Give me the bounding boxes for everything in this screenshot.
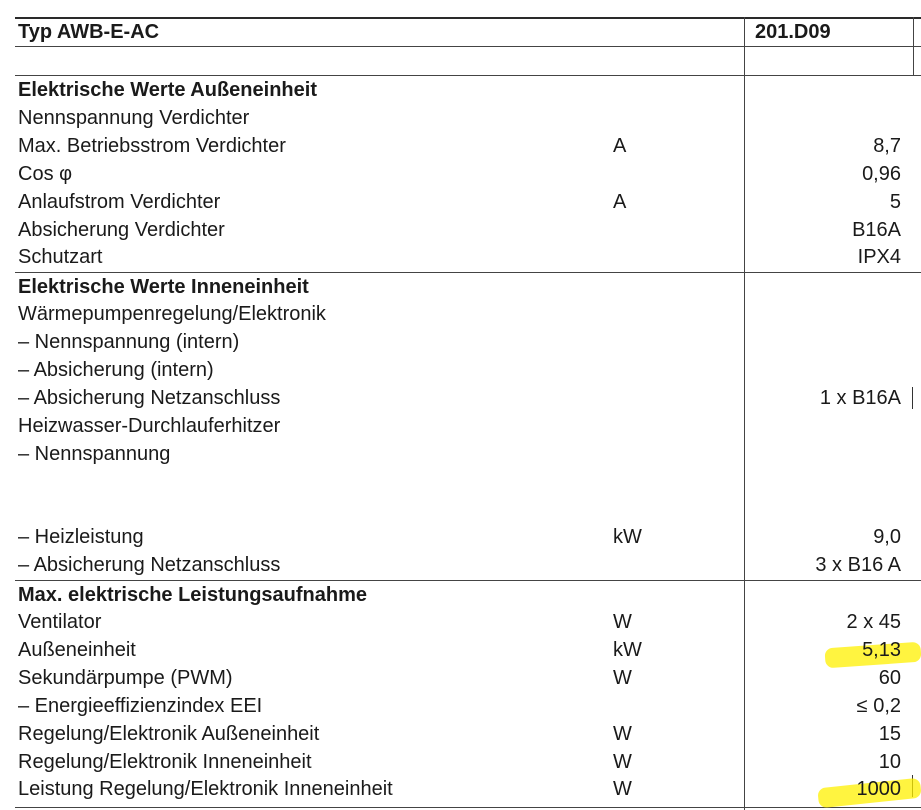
row-label: Sekundärpumpe (PWM): [18, 667, 233, 689]
row-label: – Heizleistung: [18, 526, 144, 548]
row-unit: W: [613, 667, 632, 689]
table-bottom-rule: [15, 807, 921, 808]
row-value: 15: [878, 723, 901, 745]
model-number: 201.D09: [755, 21, 831, 43]
row-label: Anlaufstrom Verdichter: [18, 191, 221, 213]
cell-edge-tick: [912, 387, 913, 409]
section-title-power: Max. elektrische Leistungsaufnahme: [18, 584, 368, 606]
row-label: Heizwasser-Durchlauferhitzer: [18, 415, 281, 437]
row-value-highlighted: 1000: [856, 778, 901, 800]
section-title-indoor: Elektrische Werte Inneneinheit: [18, 276, 309, 298]
row-label: Schutzart: [18, 246, 103, 268]
row-unit: W: [613, 723, 632, 745]
row-value: 2 x 45: [846, 611, 901, 633]
row-label: – Nennspannung: [18, 443, 171, 465]
row-label: Regelung/Elektronik Außeneinheit: [18, 723, 320, 745]
row-unit: A: [613, 191, 627, 213]
row-unit: kW: [613, 639, 642, 661]
right-edge-divider: [913, 17, 914, 75]
row-unit: W: [613, 778, 632, 800]
row-unit: A: [613, 135, 627, 157]
row-unit: W: [613, 611, 632, 633]
row-label: Leistung Regelung/Elektronik Inneneinheit: [18, 778, 393, 800]
row-label: – Energieeffizienzindex EEI: [18, 695, 263, 717]
row-label: Nennspannung Verdichter: [18, 107, 250, 129]
row-value: 8,7: [873, 135, 901, 157]
row-label: Cos φ: [18, 163, 73, 185]
row-label: – Absicherung (intern): [18, 359, 214, 381]
row-label: – Absicherung Netzanschluss: [18, 387, 281, 409]
row-value-highlighted: 5,13: [862, 639, 901, 661]
row-unit: W: [613, 751, 632, 773]
row-value: 60: [878, 667, 901, 689]
row-label: Regelung/Elektronik Inneneinheit: [18, 751, 312, 773]
header-bottom-rule: [15, 46, 921, 47]
row-value: 5: [889, 191, 901, 213]
row-value: 9,0: [873, 526, 901, 548]
value-column-divider: [744, 17, 745, 810]
row-value: IPX4: [857, 246, 901, 268]
row-value: ≤ 0,2: [856, 695, 901, 717]
row-label: Ventilator: [18, 611, 102, 633]
row-value: 0,96: [862, 163, 901, 185]
row-value: 3 x B16 A: [815, 554, 901, 576]
row-label: Außeneinheit: [18, 639, 136, 661]
type-label: Typ AWB-E-AC: [18, 21, 160, 43]
row-value: 1 x B16A: [819, 387, 901, 409]
row-label: Max. Betriebsstrom Verdichter: [18, 135, 286, 157]
row-label: – Nennspannung (intern): [18, 331, 240, 353]
row-value: 10: [878, 751, 901, 773]
row-unit: kW: [613, 526, 642, 548]
row-value: B16A: [852, 219, 901, 241]
section-title-outdoor: Elektrische Werte Außeneinheit: [18, 79, 317, 101]
row-label: Wärmepumpenregelung/Elektronik: [18, 303, 326, 325]
row-label: Absicherung Verdichter: [18, 219, 225, 241]
row-label: – Absicherung Netzanschluss: [18, 554, 281, 576]
